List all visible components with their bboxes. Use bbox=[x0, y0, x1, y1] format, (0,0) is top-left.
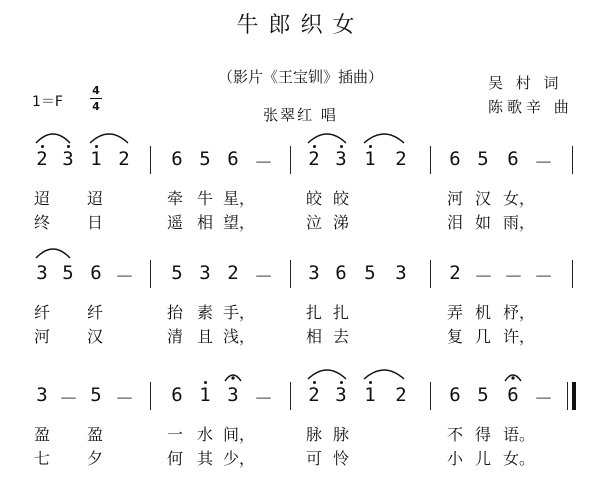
lyric-char: 迢 bbox=[86, 189, 103, 208]
composer-credit: 陈歌辛 曲 bbox=[488, 98, 573, 116]
lyric-char: 杼， bbox=[503, 303, 536, 322]
slur-arc bbox=[36, 134, 70, 143]
score-note: 6 bbox=[335, 262, 347, 284]
score-note: － bbox=[59, 388, 79, 410]
score-note: 3 bbox=[36, 262, 48, 284]
score-note: 2 bbox=[308, 384, 320, 406]
lyric-char: 牵 bbox=[166, 189, 183, 208]
bar-line bbox=[430, 382, 431, 410]
lyric-char: 纤 bbox=[33, 303, 50, 322]
lyric-char: 水 bbox=[196, 425, 213, 444]
lyric-char: 泪 bbox=[446, 213, 463, 232]
score-note: 2 bbox=[36, 148, 48, 170]
octave-dot bbox=[340, 381, 343, 384]
slur-arc bbox=[36, 249, 70, 258]
lyric-char: 星， bbox=[223, 189, 256, 208]
lyric-char: 盈 bbox=[33, 425, 50, 444]
lyric-char: 扎 bbox=[305, 303, 322, 322]
score-note: 6 bbox=[507, 148, 519, 170]
lyric-char: 去 bbox=[332, 327, 349, 346]
lyric-char: 素 bbox=[196, 303, 213, 322]
slur-arc bbox=[90, 134, 128, 143]
bar-line bbox=[430, 146, 431, 174]
lyric-char: 脉 bbox=[332, 425, 349, 444]
meter-top: 4 bbox=[92, 84, 100, 97]
score-note: － bbox=[254, 266, 274, 288]
lyric-char: 抬 bbox=[166, 303, 183, 322]
octave-dot bbox=[67, 145, 70, 148]
score-note: 2 bbox=[118, 148, 130, 170]
score-note: 1 bbox=[364, 384, 376, 406]
lyric-char: 汉 bbox=[86, 327, 103, 346]
lyric-char: 相 bbox=[196, 213, 213, 232]
slur-arc bbox=[308, 370, 346, 379]
fermata-dot bbox=[231, 376, 234, 379]
score-note: 2 bbox=[308, 148, 320, 170]
bar-line bbox=[290, 260, 291, 288]
score-note: － bbox=[115, 388, 135, 410]
lyric-char: 涕 bbox=[332, 213, 349, 232]
lyricist-credit: 吴 村 词 bbox=[488, 74, 563, 92]
lyric-char: 牛 bbox=[196, 189, 213, 208]
score-note: － bbox=[534, 388, 554, 410]
octave-dot bbox=[95, 145, 98, 148]
slur-arc bbox=[308, 134, 346, 143]
lyric-char: 不 bbox=[446, 425, 463, 444]
lyric-char: 何 bbox=[166, 449, 183, 468]
lyric-char: 脉 bbox=[305, 425, 322, 444]
bar-line bbox=[150, 146, 151, 174]
lyric-char: 儿 bbox=[474, 449, 491, 468]
score-note: － bbox=[254, 388, 274, 410]
octave-dot bbox=[313, 145, 316, 148]
bar-line bbox=[572, 260, 573, 288]
lyric-char: 河 bbox=[33, 327, 50, 346]
score-note: 3 bbox=[36, 384, 48, 406]
score-note: 3 bbox=[335, 384, 347, 406]
score-note: 6 bbox=[90, 262, 102, 284]
lyric-char: 语。 bbox=[503, 425, 536, 444]
score-note: 3 bbox=[395, 262, 407, 284]
lyric-char: 得 bbox=[474, 425, 491, 444]
octave-dot bbox=[313, 381, 316, 384]
score-note: 2 bbox=[449, 262, 461, 284]
final-bar-thin bbox=[567, 382, 568, 410]
lyric-char: 汉 bbox=[474, 189, 491, 208]
lyric-char: 小 bbox=[446, 449, 463, 468]
score-note: 5 bbox=[199, 148, 211, 170]
score-note: 5 bbox=[477, 384, 489, 406]
score-note: － bbox=[534, 152, 554, 174]
bar-line bbox=[150, 260, 151, 288]
lyric-char: 其 bbox=[196, 449, 213, 468]
octave-dot bbox=[340, 145, 343, 148]
lyric-char: 雨， bbox=[503, 213, 536, 232]
score-note: 6 bbox=[449, 384, 461, 406]
lyric-char: 女。 bbox=[503, 449, 536, 468]
lyric-char: 日 bbox=[86, 213, 103, 232]
octave-dot bbox=[369, 381, 372, 384]
slur-arc bbox=[364, 134, 404, 143]
score-note: 1 bbox=[364, 148, 376, 170]
lyric-char: 望， bbox=[223, 213, 256, 232]
lyric-char: 机 bbox=[474, 303, 491, 322]
score-note: － bbox=[504, 266, 524, 288]
lyric-char: 扎 bbox=[332, 303, 349, 322]
score-note: － bbox=[115, 266, 135, 288]
score-note: 5 bbox=[477, 148, 489, 170]
score-note: 5 bbox=[364, 262, 376, 284]
lyric-char: 泣 bbox=[305, 213, 322, 232]
score-note: 6 bbox=[171, 148, 183, 170]
lyric-char: 皎 bbox=[305, 189, 322, 208]
bar-line bbox=[150, 382, 151, 410]
octave-dot bbox=[41, 145, 44, 148]
score-note: 3 bbox=[199, 262, 211, 284]
score-note: 2 bbox=[395, 384, 407, 406]
octave-dot bbox=[369, 145, 372, 148]
lyric-char: 七 bbox=[33, 449, 50, 468]
lyric-char: 相 bbox=[305, 327, 322, 346]
score-note: 6 bbox=[227, 148, 239, 170]
score-note: 1 bbox=[199, 384, 211, 406]
score-note: 3 bbox=[308, 262, 320, 284]
fermata-dot bbox=[511, 376, 514, 379]
score-note: 6 bbox=[449, 148, 461, 170]
song-title: 牛郎织女 bbox=[236, 13, 365, 38]
lyric-char: 如 bbox=[474, 213, 491, 232]
score-note: 5 bbox=[171, 262, 183, 284]
lyric-char: 皎 bbox=[332, 189, 349, 208]
score-note: 3 bbox=[227, 384, 239, 406]
lyric-char: 间， bbox=[223, 425, 256, 444]
lyric-char: 手， bbox=[223, 303, 256, 322]
lyric-char: 迢 bbox=[33, 189, 50, 208]
lyric-char: 可 bbox=[305, 449, 322, 468]
lyric-char: 一 bbox=[166, 425, 183, 444]
key-signature: 1＝F bbox=[32, 94, 63, 110]
score-note: － bbox=[254, 152, 274, 174]
lyric-char: 几 bbox=[474, 327, 491, 346]
score-note: 5 bbox=[90, 384, 102, 406]
lyric-char: 终 bbox=[33, 213, 50, 232]
score-note: 3 bbox=[335, 148, 347, 170]
lyric-char: 盈 bbox=[86, 425, 103, 444]
lyric-char: 少， bbox=[223, 449, 256, 468]
lyric-char: 浅， bbox=[223, 327, 256, 346]
score-note: 2 bbox=[227, 262, 239, 284]
lyric-char: 遥 bbox=[166, 213, 183, 232]
slur-arc bbox=[225, 375, 241, 381]
score-note: 6 bbox=[171, 384, 183, 406]
score-note: 3 bbox=[62, 148, 74, 170]
score-note: － bbox=[474, 266, 494, 288]
bar-line bbox=[290, 382, 291, 410]
singer-credit: 张翠红 唱 bbox=[263, 106, 338, 124]
lyric-char: 许， bbox=[503, 327, 536, 346]
bar-line bbox=[290, 146, 291, 174]
lyric-char: 河 bbox=[446, 189, 463, 208]
lyric-char: 清 bbox=[166, 327, 183, 346]
lyric-char: 纤 bbox=[86, 303, 103, 322]
octave-dot bbox=[204, 381, 207, 384]
lyric-char: 弄 bbox=[446, 303, 463, 322]
lyric-char: 且 bbox=[196, 327, 213, 346]
slur-arc bbox=[505, 375, 521, 381]
bar-line bbox=[430, 260, 431, 288]
lyric-char: 夕 bbox=[86, 449, 103, 468]
song-subtitle: （影片《王宝钏》插曲） bbox=[217, 68, 383, 86]
score-note: 5 bbox=[62, 262, 74, 284]
lyric-char: 女， bbox=[503, 189, 536, 208]
score-note: 1 bbox=[90, 148, 102, 170]
slur-arc bbox=[364, 370, 404, 379]
lyric-char: 怜 bbox=[332, 449, 349, 468]
lyric-char: 复 bbox=[446, 327, 463, 346]
meter-bottom: 4 bbox=[92, 100, 100, 113]
score-note: 6 bbox=[507, 384, 519, 406]
bar-line bbox=[572, 146, 573, 174]
bar-line bbox=[572, 382, 576, 410]
score-note: － bbox=[534, 266, 554, 288]
score-note: 2 bbox=[395, 148, 407, 170]
